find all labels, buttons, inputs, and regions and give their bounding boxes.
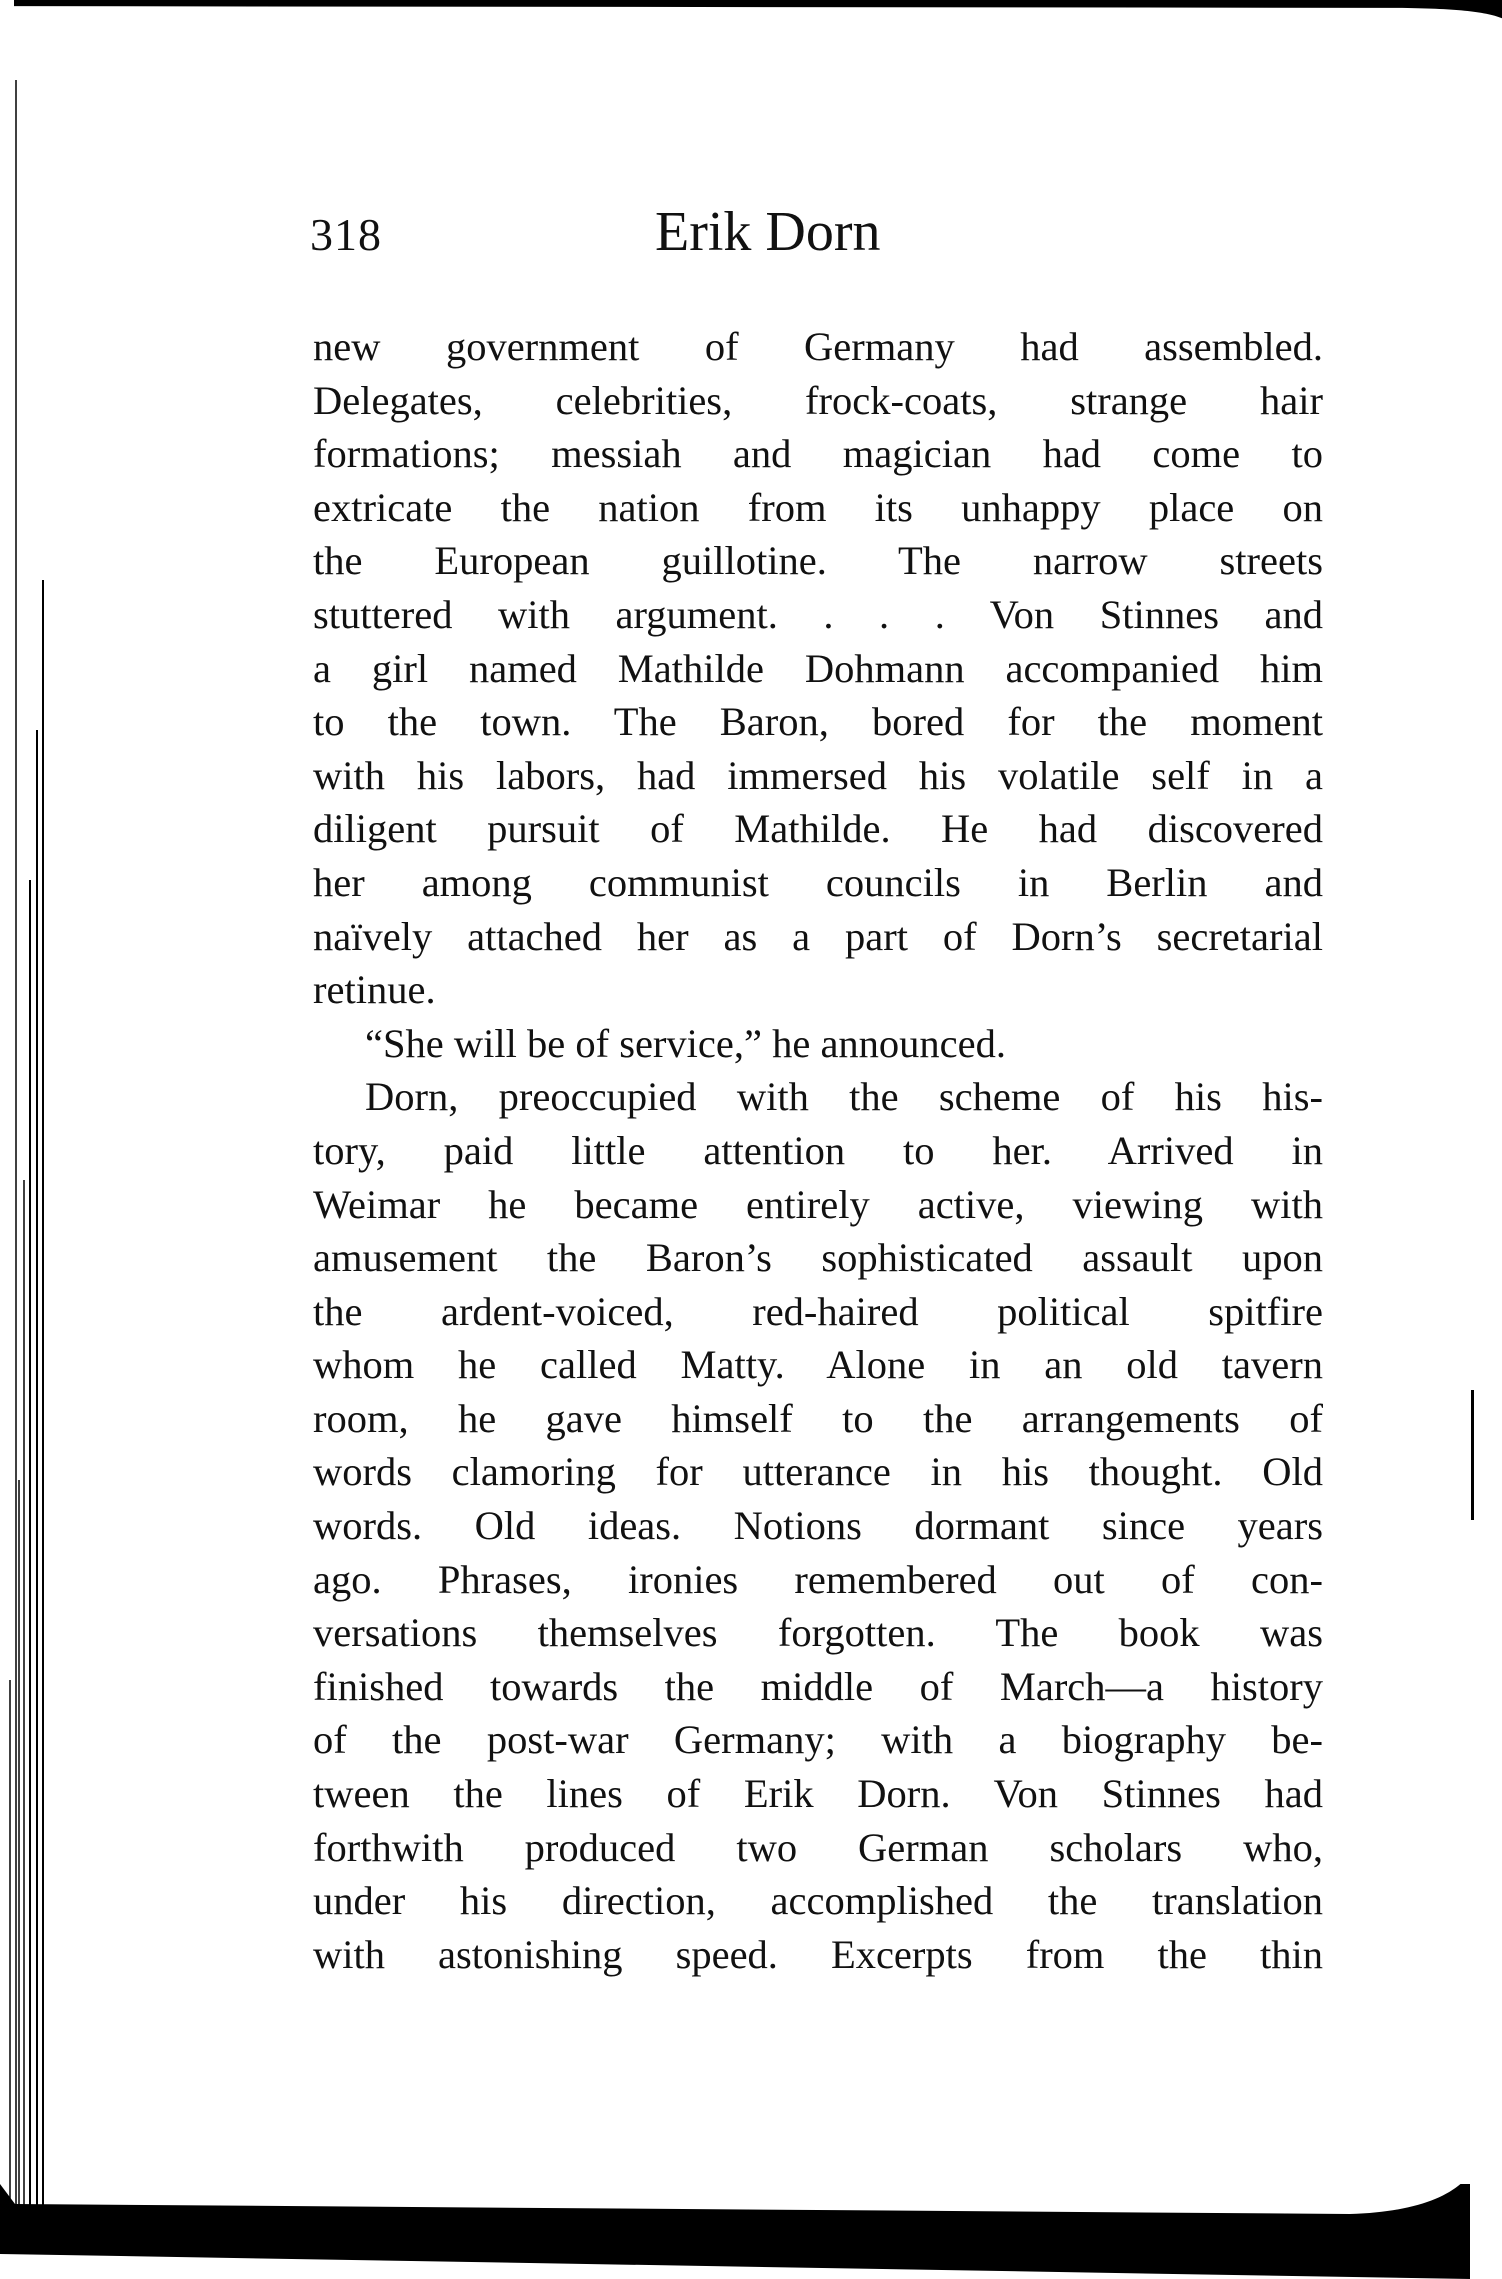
text-line: the European guillotine. The narrow streets <box>313 538 1323 584</box>
text-line: extricate the nation from its unhappy place on <box>313 484 1323 530</box>
text-line: the ardent-voiced, red-haired political spitfire <box>313 1288 1323 1334</box>
text-line: new government of Germany had assembled. <box>313 324 1323 369</box>
text-line: with his labors, had immersed his volatile self in a <box>313 752 1323 798</box>
text-line: diligent pursuit of Mathilde. He had discovered <box>313 806 1323 852</box>
top-scan-shadow <box>14 0 1502 28</box>
page-number: 318 <box>310 209 382 260</box>
text-line: forthwith produced two German scholars who, <box>313 1824 1323 1870</box>
text-line: retinue. <box>313 967 436 1013</box>
text-line: tory, paid little attention to her. Arrived in <box>313 1127 1323 1173</box>
text-line: finished towards the middle of March—a history <box>313 1663 1323 1709</box>
page-edge-lines <box>0 80 50 2210</box>
body-text <box>313 320 1323 1981</box>
bottom-scan-shadow <box>0 2184 1470 2279</box>
text-line: “She will be of service,” he announced. <box>365 1020 1006 1066</box>
text-line: Dorn, preoccupied with the scheme of his his- <box>365 1074 1323 1120</box>
text-line: naïvely attached her as a part of Dorn’s secretarial <box>313 913 1323 959</box>
text-line: formations; messiah and magician had come to <box>313 431 1323 477</box>
text-line: with astonishing speed. Excerpts from the thin <box>313 1931 1323 1977</box>
running-head: Erik Dorn <box>655 201 881 263</box>
text-line: words clamoring for utterance in his thought. Old <box>313 1449 1323 1495</box>
text-line: her among communist councils in Berlin and <box>313 859 1323 905</box>
page-header <box>310 200 1340 270</box>
text-line: amusement the Baron’s sophisticated assault upon <box>313 1235 1323 1281</box>
text-line: stuttered with argument. . . . Von Stinnes and <box>313 591 1323 637</box>
text-line: under his direction, accomplished the translation <box>313 1878 1323 1924</box>
text-line: Weimar he became entirely active, viewing with <box>313 1181 1323 1227</box>
text-line: words. Old ideas. Notions dormant since years <box>313 1503 1323 1549</box>
text-line: a girl named Mathilde Dohmann accompanied him <box>313 645 1323 691</box>
text-line: whom he called Matty. Alone in an old tavern <box>313 1342 1323 1388</box>
text-line: tween the lines of Erik Dorn. Von Stinnes had <box>313 1771 1323 1817</box>
margin-mark <box>1471 1390 1474 1520</box>
text-line: room, he gave himself to the arrangements of <box>313 1395 1323 1441</box>
text-line: versations themselves forgotten. The book was <box>313 1610 1323 1656</box>
text-line: to the town. The Baron, bored for the moment <box>313 699 1323 745</box>
text-line: Delegates, celebrities, frock-coats, strange hair <box>313 377 1323 423</box>
text-line: of the post-war Germany; with a biography be- <box>313 1717 1323 1763</box>
text-line: ago. Phrases, ironies remembered out of con- <box>313 1556 1323 1602</box>
